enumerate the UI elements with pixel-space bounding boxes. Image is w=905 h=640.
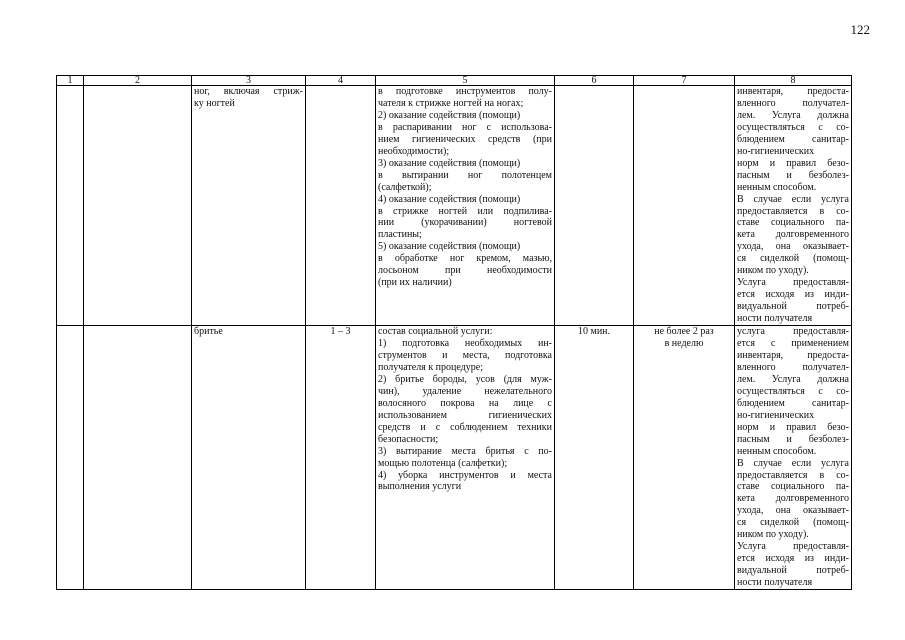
cell-text-line: 4) оказание содействия (помощи) bbox=[378, 193, 521, 205]
cell-text-line: 4) уборка инструментов и места bbox=[378, 469, 552, 481]
cell-col2 bbox=[84, 326, 192, 590]
cell-col2 bbox=[84, 86, 192, 326]
cell-text-line: Услуга предоставля- bbox=[737, 541, 849, 553]
column-number-header-row bbox=[57, 76, 852, 86]
cell-text-line: лосьоном при необходимости bbox=[378, 265, 552, 277]
cell-text-line: инвентаря, предоста- bbox=[737, 349, 849, 361]
cell-text-line: средств и с соблюдением техники bbox=[378, 421, 552, 433]
header-cell: 5 bbox=[376, 76, 555, 86]
cell-time bbox=[306, 86, 376, 326]
cell-text-line: необходимости); bbox=[378, 145, 450, 157]
cell-text-line: ется исходя из инди- bbox=[737, 553, 849, 565]
cell-text-line: использованием гигиенических bbox=[378, 409, 552, 421]
cell-col1 bbox=[57, 86, 84, 326]
cell-time: 1 – 3 bbox=[306, 326, 376, 590]
cell-text-line: нием гигиенических средств (при bbox=[378, 133, 552, 145]
cell-text-line: в распаривании ног с использова- bbox=[378, 121, 552, 133]
cell-text-line: услуга предоставля- bbox=[737, 326, 849, 338]
cell-frequency bbox=[634, 86, 735, 326]
cell-text-line: ности получателя bbox=[737, 577, 813, 589]
cell-text-line: ником по уходу). bbox=[737, 265, 809, 277]
cell-text-line: 1) подготовка необходимых ин- bbox=[378, 338, 552, 350]
cell-text-line: не более 2 раз bbox=[654, 326, 714, 338]
cell-text-line: но-гигиенических bbox=[737, 409, 815, 421]
header-cell: 6 bbox=[555, 76, 634, 86]
cell-text-line: (при их наличии) bbox=[378, 277, 452, 289]
cell-text-line: ся сиделкой (помощ- bbox=[737, 253, 849, 265]
cell-text-line: ухода, она оказывает- bbox=[737, 505, 849, 517]
cell-frequency bbox=[634, 326, 735, 590]
cell-service-name bbox=[192, 86, 306, 326]
cell-text-line: лем. Услуга должна bbox=[737, 109, 849, 121]
table-row bbox=[57, 326, 852, 590]
cell-text-line: ником по уходу). bbox=[737, 529, 809, 541]
cell-text-line: предоставляется в со- bbox=[737, 205, 849, 217]
cell-text-line: бритье bbox=[194, 326, 223, 338]
cell-text-line: кета долговременного bbox=[737, 229, 849, 241]
cell-text-line: ставе социального па- bbox=[737, 217, 849, 229]
header-cell: 3 bbox=[192, 76, 306, 86]
header-cell: 4 bbox=[306, 76, 376, 86]
cell-text-line: Услуга предоставля- bbox=[737, 277, 849, 289]
cell-text-line: норм и правил безо- bbox=[737, 157, 849, 169]
cell-conditions bbox=[735, 86, 852, 326]
cell-text-line: ности получателя bbox=[737, 313, 813, 325]
cell-text-line: пластины; bbox=[378, 229, 422, 241]
cell-text-line: пасным и безболез- bbox=[737, 169, 849, 181]
cell-text-line: ется с применением bbox=[737, 338, 849, 350]
cell-text-line: в подготовке инструментов полу- bbox=[378, 86, 552, 97]
cell-text-line: осуществляться с со- bbox=[737, 385, 849, 397]
cell-conditions bbox=[735, 326, 852, 590]
cell-service-name bbox=[192, 326, 306, 590]
cell-text-line: чин), удаление нежелательного bbox=[378, 385, 552, 397]
cell-text-line: ся сиделкой (помощ- bbox=[737, 517, 849, 529]
cell-col1 bbox=[57, 326, 84, 590]
cell-text-line: ненным способом. bbox=[737, 445, 817, 457]
header-cell: 1 bbox=[57, 76, 84, 86]
cell-text-line: волосяного покрова на лице с bbox=[378, 397, 552, 409]
cell-text-line: чателя к стрижке ногтей на ногах; bbox=[378, 97, 524, 109]
cell-text-line: норм и правил безо- bbox=[737, 421, 849, 433]
header-cell: 8 bbox=[735, 76, 852, 86]
cell-text-line: в неделю bbox=[664, 338, 704, 350]
header-cell: 2 bbox=[84, 76, 192, 86]
cell-text-line: пасным и безболез- bbox=[737, 433, 849, 445]
cell-text-line: (салфеткой); bbox=[378, 181, 432, 193]
header-cell: 7 bbox=[634, 76, 735, 86]
cell-service-content bbox=[376, 86, 555, 326]
cell-text-line: кета долговременного bbox=[737, 493, 849, 505]
cell-duration: 10 мин. bbox=[555, 326, 634, 590]
cell-text-line: ется исходя из инди- bbox=[737, 289, 849, 301]
cell-text-line: мощью полотенца (салфетки); bbox=[378, 457, 508, 469]
cell-text-line: видуальной потреб- bbox=[737, 565, 849, 577]
cell-text-line: предоставляется в со- bbox=[737, 469, 849, 481]
cell-text-line: вленного получател- bbox=[737, 361, 849, 373]
cell-text-line: 3) вытирание места бритья с по- bbox=[378, 445, 552, 457]
cell-text-line: 5) оказание содействия (помощи) bbox=[378, 241, 521, 253]
cell-text-line: 3) оказание содействия (помощи) bbox=[378, 157, 521, 169]
cell-text-line: выполнения услуги bbox=[378, 481, 462, 493]
services-table bbox=[56, 75, 852, 590]
cell-text-line: инвентаря, предоста- bbox=[737, 86, 849, 97]
cell-text-line: видуальной потреб- bbox=[737, 301, 849, 313]
cell-text-line: блюдением санитар- bbox=[737, 133, 849, 145]
cell-text-line: в стрижке ногтей или подпилива- bbox=[378, 205, 552, 217]
cell-text-line: В случае если услуга bbox=[737, 457, 849, 469]
cell-service-content bbox=[376, 326, 555, 590]
cell-text-line: ненным способом. bbox=[737, 181, 817, 193]
cell-text-line: лем. Услуга должна bbox=[737, 373, 849, 385]
table-row bbox=[57, 86, 852, 326]
cell-text-line: 2) оказание содействия (помощи) bbox=[378, 109, 521, 121]
page-number: 122 bbox=[850, 22, 870, 37]
cell-text-line: в обработке ног кремом, мазью, bbox=[378, 253, 552, 265]
cell-text-line: ставе социального па- bbox=[737, 481, 849, 493]
cell-text-line: осуществляться с со- bbox=[737, 121, 849, 133]
cell-duration bbox=[555, 86, 634, 326]
cell-text-line: вленного получател- bbox=[737, 97, 849, 109]
cell-text-line: ку ногтей bbox=[194, 97, 235, 109]
cell-text-line: в вытирании ног полотенцем bbox=[378, 169, 552, 181]
cell-text-line: безопасности; bbox=[378, 433, 439, 445]
cell-text-line: нии (укорачивании) ногтевой bbox=[378, 217, 552, 229]
cell-text-line: струментов и места, подготовка bbox=[378, 349, 552, 361]
cell-text-line: 2) бритье бороды, усов (для муж- bbox=[378, 373, 552, 385]
cell-text-line: ног, включая стриж- bbox=[194, 86, 303, 97]
cell-text-line: состав социальной услуги: bbox=[378, 326, 493, 338]
cell-text-line: получателя к процедуре; bbox=[378, 361, 483, 373]
cell-text-line: но-гигиенических bbox=[737, 145, 815, 157]
cell-text-line: ухода, она оказывает- bbox=[737, 241, 849, 253]
cell-text-line: В случае если услуга bbox=[737, 193, 849, 205]
cell-text-line: блюдением санитар- bbox=[737, 397, 849, 409]
